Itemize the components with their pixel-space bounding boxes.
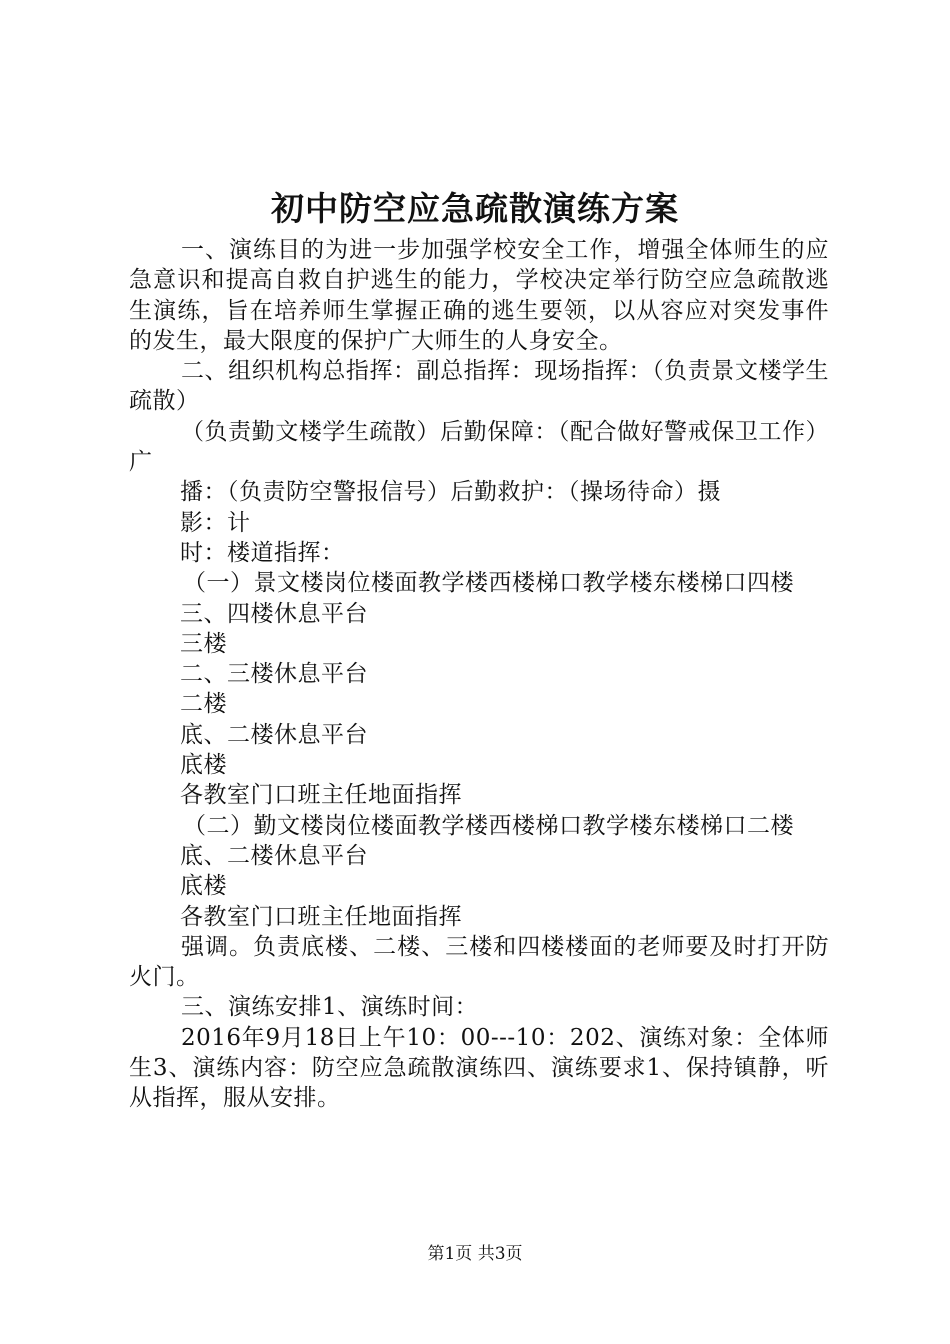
list-item: 各教室门口班主任地面指挥: [180, 782, 462, 809]
paragraph-logistics: （负责勤文楼学生疏散）后勤保障：（配合做好警戒保卫工作）广: [129, 418, 829, 476]
list-item: 三楼: [180, 630, 227, 657]
document-title: 初中防空应急疏散演练方案: [271, 189, 679, 228]
list-item: 底楼: [180, 752, 227, 779]
paragraph-schedule: 2016年9月18日上午10：00---10：202、演练对象：全体师生3、演练内容：防空应急疏散演练四、演练要求1、保持镇静，听从指挥，服从安排。: [129, 1024, 829, 1112]
paragraph-arrangement: 三、演练安排1、演练时间：: [181, 994, 479, 1021]
list-item: 三、四楼休息平台: [180, 600, 368, 627]
list-item: 底、二楼休息平台: [180, 842, 368, 869]
page-indicator: 第1页 共3页: [427, 1244, 523, 1264]
list-item: 二、三楼休息平台: [180, 661, 368, 688]
list-item: 底、二楼休息平台: [180, 721, 368, 748]
paragraph-purpose: 一、演练目的为进一步加强学校安全工作，增强全体师生的应急意识和提高自救自护逃生的能力，学校决定举行防空应急疏散逃生演练，旨在培养师生掌握正确的逃生要领，以从容应对突发事件的发生，最大限度的保护广大师生的人身安全。: [129, 237, 829, 354]
list-item: 各教室门口班主任地面指挥: [180, 903, 462, 930]
paragraph-photography: 影：计: [180, 509, 251, 536]
paragraph-timing: 时：楼道指挥：: [180, 539, 345, 566]
paragraph-qinwen-building: （二）勤文楼岗位楼面教学楼西楼梯口教学楼东楼梯口二楼: [183, 812, 794, 839]
paragraph-broadcast: 播：（负责防空警报信号）后勤救护：（操场待命）摄: [180, 479, 721, 506]
paragraph-organization: 二、组织机构总指挥：副总指挥：现场指挥：（负责景文楼学生疏散）: [129, 358, 829, 415]
list-item: 底楼: [180, 873, 227, 900]
paragraph-emphasis: 强调。负责底楼、二楼、三楼和四楼楼面的老师要及时打开防火门。: [129, 933, 829, 991]
document-body: [129, 235, 829, 1114]
paragraph-jingwen-building: （一）景文楼岗位楼面教学楼西楼梯口教学楼东楼梯口四楼: [183, 570, 794, 597]
list-item: 二楼: [180, 691, 227, 718]
